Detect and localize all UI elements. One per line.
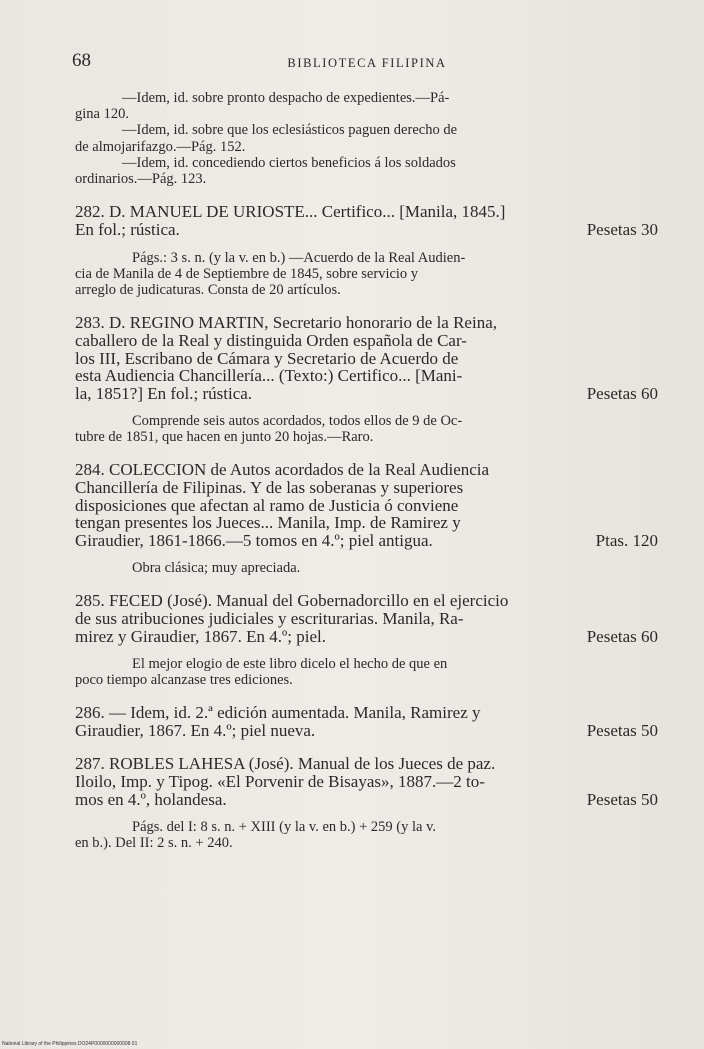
entry-last-line: [75, 532, 660, 550]
entry-note: poco tiempo alcanzase tres ediciones.: [75, 672, 293, 689]
entry-287: [75, 755, 660, 851]
entry-line: 286. — Idem, id. 2.ª edición aumentada. Manila, Ramirez y: [75, 703, 481, 723]
entry-text: Giraudier, 1861-1866.—5 tomos en 4.º; piel antigua.: [75, 530, 433, 550]
entry-line: de sus atribuciones judiciales y escriturarias. Manila, Ra-: [75, 608, 464, 628]
entry-text: la, 1851?] En fol.; rústica.: [75, 383, 253, 403]
entry-line: Chancillería de Filipinas. Y de las soberanas y superiores: [75, 477, 464, 497]
entry-line: los III, Escribano de Cámara y Secretario de Acuerdo de: [75, 348, 459, 368]
entry-line: disposiciones que afectan al ramo de Justicia ó conviene: [75, 495, 459, 515]
entry-price: Ptas. 120: [595, 530, 658, 550]
intro-line: —Idem, id. sobre pronto despacho de expedientes.—Pá-: [122, 90, 450, 106]
entry-line: esta Audiencia Chancillería... (Texto:) Certifico... [Mani-: [75, 366, 463, 386]
intro-line: —Idem, id. concediendo ciertos beneficios á los soldados: [122, 154, 456, 171]
entry-note: Obra clásica; muy apreciada.: [132, 560, 301, 577]
entry-note: Comprende seis autos acordados, todos ellos de 9 de Oc-: [132, 413, 463, 430]
page-header: [72, 50, 662, 80]
entry-line: 287. ROBLES LAHESA (José). Manual de los Jueces de paz.: [75, 754, 496, 774]
entry-283: [75, 314, 660, 445]
entry-line: 283. D. REGINO MARTIN, Secretario honorario de la Reina,: [75, 313, 497, 333]
entry-last-line: [75, 221, 660, 239]
entry-text: mirez y Giraudier, 1867. En 4.º; piel.: [75, 626, 327, 646]
intro-line: ordinarios.—Pág. 123.: [75, 171, 207, 188]
entry-price: Pesetas 50: [586, 789, 658, 809]
entry-line: 284. COLECCION de Autos acordados de la Real Audiencia: [75, 460, 490, 480]
entry-note: tubre de 1851, que hacen en junto 20 hojas.—Raro.: [75, 429, 374, 446]
entry-line: tengan presentes los Jueces... Manila, Imp. de Ramirez y: [75, 513, 461, 533]
entry-price: Pesetas 30: [586, 219, 658, 239]
page-content: [75, 90, 660, 851]
entry-text: En fol.; rústica.: [75, 219, 180, 239]
entry-line: 285. FECED (José). Manual del Gobernadorcillo en el ejercicio: [75, 591, 509, 611]
entry-text: mos en 4.º, holandesa.: [75, 789, 227, 809]
entry-line: Iloilo, Imp. y Tipog. «El Porvenir de Bisayas», 1887.—2 to-: [75, 771, 485, 791]
entry-text: Giraudier, 1867. En 4.º; piel nueva.: [75, 720, 316, 740]
intro-line: —Idem, id. sobre que los eclesiásticos paguen derecho de: [122, 122, 458, 139]
entry-line: 282. D. MANUEL DE URIOSTE... Certifico... [Manila, 1845.]: [75, 202, 506, 222]
entry-284: [75, 461, 660, 576]
entry-285: [75, 592, 660, 688]
entry-last-line: [75, 722, 660, 740]
entry-286: [75, 704, 660, 739]
entry-last-line: [75, 385, 660, 403]
entry-last-line: [75, 791, 660, 809]
page-number: 68: [72, 50, 91, 71]
entry-line: caballero de la Real y distinguida Orden española de Car-: [75, 331, 467, 350]
scan-credit: National Library of the Philippines DO24P0000000000008 01: [2, 1041, 138, 1047]
entry-note: arreglo de judicaturas. Consta de 20 artículos.: [75, 282, 341, 299]
entry-note: Págs. del I: 8 s. n. + XIII (y la v. en b.) + 259 (y la v.: [132, 819, 437, 836]
entry-note: Págs.: 3 s. n. (y la v. en b.) —Acuerdo de la Real Audien-: [132, 250, 466, 267]
intro-line: gina 120.: [75, 106, 129, 123]
entry-price: Pesetas 60: [586, 383, 658, 403]
entry-note: en b.). Del II: 2 s. n. + 240.: [75, 835, 233, 852]
entry-price: Pesetas 50: [586, 720, 658, 740]
entry-note: cia de Manila de 4 de Septiembre de 1845, sobre servicio y: [75, 266, 419, 283]
entry-282: [75, 203, 660, 298]
entry-price: Pesetas 60: [586, 626, 658, 646]
entry-last-line: [75, 628, 660, 646]
intro-line: de almojarifazgo.—Pág. 152.: [75, 138, 246, 155]
intro-block: [75, 90, 660, 187]
running-title: BIBLIOTECA FILIPINA: [287, 56, 447, 70]
entry-note: El mejor elogio de este libro dicelo el hecho de que en: [132, 656, 448, 673]
